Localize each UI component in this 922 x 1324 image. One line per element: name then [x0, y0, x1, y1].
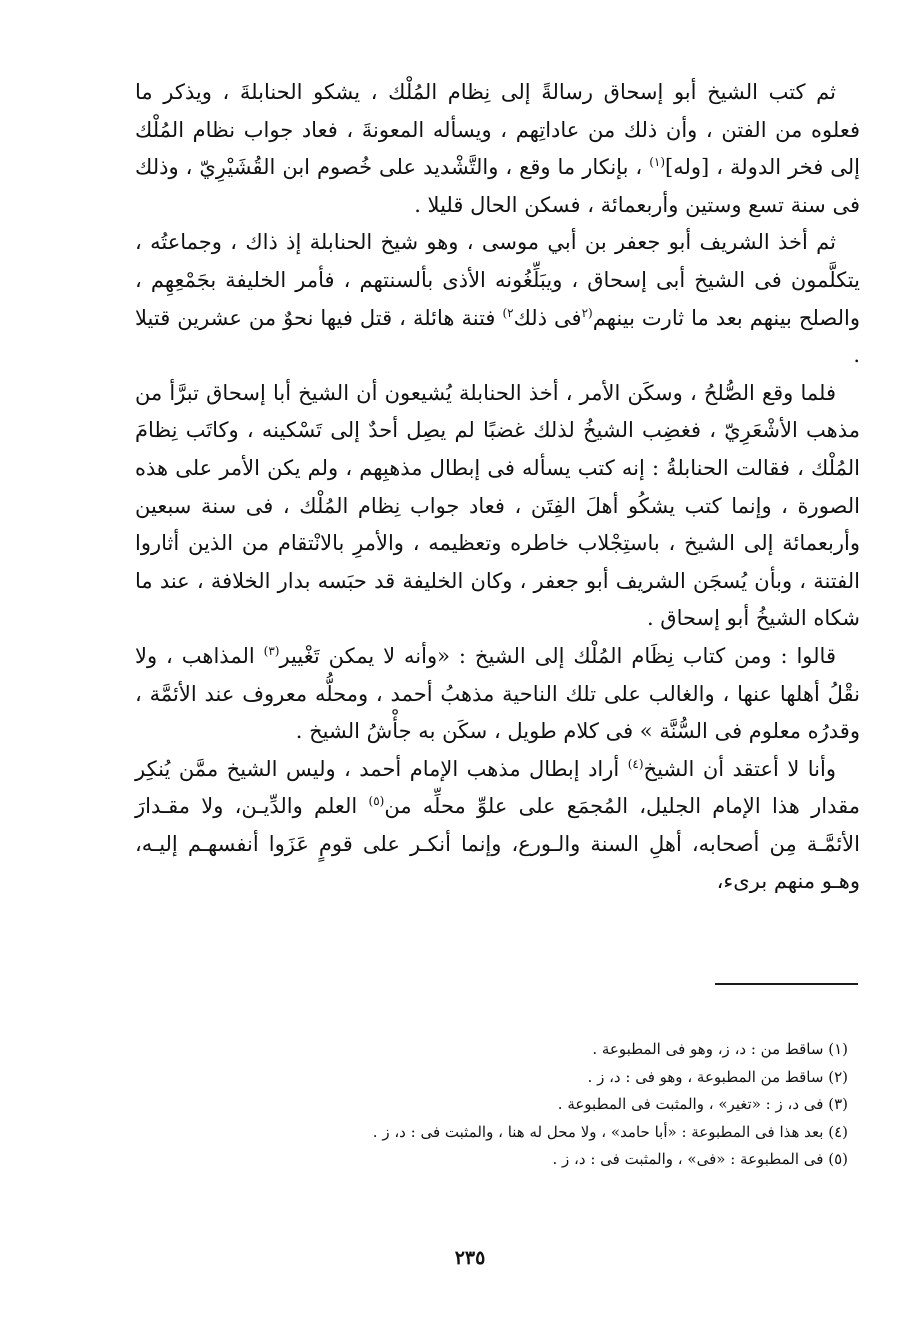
paragraph-5-text: وأنا لا أعتقد أن الشيخ: [643, 756, 836, 781]
paragraph-1-text-cont: ، بإنكار ما وقع ، والتَّشْديد على خُصوم ابن القُشَيْرِيّ ، وذلك فى سنة تسع وستين وأربعمائة ، فسكن الحال قليلا .: [135, 155, 860, 217]
footnote-ref-1: (١): [649, 155, 666, 170]
paragraph-2: [135, 224, 860, 374]
paragraph-5-text-end: العلم والدِّيـن، ولا مقـدارَ الأئمَّـة مِن أصحابه، أهلِ السنة والـورع، وإنما أنكـر على قومٍ عَزَوا أنفسهـم إليـه، وهـو منهم برىء،: [135, 794, 860, 894]
footnote-ref-2-open: (٢: [581, 305, 593, 320]
footnotes: [300, 1036, 848, 1174]
paragraph-2-text-cont: فتنة هائلة ، قتل فيها نحوٌ من عشرين قتيلا .: [135, 305, 860, 368]
paragraph-2-text: ثم أخذ الشريف أبو جعفر بن أبي موسى ، وهو شيخ الحنابلة إذ ذاك ، وجماعتُه ، يتكلَّمون فى الشيخ أبى إسحاق ، ويبَلِّغُونه الأذى بألسنتهم ، فأمر الخليفة بجَمْعِهِم ، والصلح بينهم بعد ما ثارت بينهم: [135, 230, 860, 330]
paragraph-4-text-cont: المذاهب ، ولا نقْلُ أهلها عنها ، والغالب على تلك الناحية مذهبُ أحمد ، ومحلُّه معروف عند الأئمَّة ، وقدرُه معلوم فى السُّنَّة » فى كلام طويل ، سكَن به جأْشُ الشيخ .: [135, 643, 860, 744]
footnote-3: (٣) فى د، ز : «تغير» ، والمثبت فى المطبوعة .: [557, 1095, 848, 1113]
main-text: [135, 74, 860, 901]
paragraph-3: [135, 375, 860, 638]
paragraph-3-text: فلما وقع الصُّلحُ ، وسكَن الأمر ، أخذ الحنابلة يُشيعون أن الشيخ أبا إسحاق تبرَّأ من مذهب الأشْعَرِيّ ، فغضِب الشيخُ لذلك غضبًا لم يصِل أحدٌ إلى تَسْكينه ، وكاتَب نِظامَ المُلْك ، فقالت الحنابلةُ : إنه كتب يسأله فى إبطال مذهبِهم ، ولم يكن الأمر على هذه الصورة ، وإنما كتب يشكُو أهلَ الفِتَن ، فعاد جواب نِظام المُلْك ، فى سنة سبعين وأربعمائة إلى الشيخ ، باستِجْلاب خاطره وتعظيمه ، والأمرِ بالانْتقام من الذين أثاروا الفتنة ، وبأن يُسجَن الشريف أبو جعفر ، وكان الخليفة قد حبَسه بدار الخلافة ، عند ما شكاه الشيخُ أبو إسحاق .: [135, 380, 860, 631]
footnote-5: (٥) فى المطبوعة : «فى» ، والمثبت فى : د، ز .: [552, 1150, 848, 1168]
footnote-2: (٢) ساقط من المطبوعة ، وهو فى : د، ز .: [587, 1067, 848, 1086]
footnote-divider: [715, 983, 858, 985]
paragraph-5: [135, 751, 860, 901]
footnote-ref-4: (٤): [627, 756, 644, 771]
paragraph-4: [135, 638, 860, 751]
footnote-ref-5: (٥): [368, 794, 385, 809]
paragraph-4-text: قالوا : ومن كتاب نِظَام المُلْك إلى الشيخ : «وأنه لا يمكن تَغْيير: [279, 643, 836, 668]
paragraph-2-text-inner: فى ذلك: [513, 305, 582, 330]
footnote-1: (١) ساقط من : د، ز، وهو فى المطبوعة .: [592, 1040, 848, 1058]
paragraph-5-text-cont: أراد إبطال مذهب الإمام أحمد ، وليس الشيخ ممَّن يُنكِر مقدار هذا الإمام الجليل، المُجمَع على علوِّ محلِّه من: [135, 756, 860, 819]
footnote-4: (٤) بعد هذا فى المطبوعة : «أبا حامد» ، ولا محل له هنا ، والمثبت فى : د، ز .: [372, 1122, 848, 1141]
paragraph-1: [135, 74, 860, 224]
page-number: ٢٣٥: [454, 1247, 486, 1269]
paragraph-1-text: ثم كتب الشيخ أبو إسحاق رسالةً إلى نِظام المُلْك ، يشكو الحنابلةَ ، ويذكر ما فعلوه من الفتن ، وأن ذلك من عاداتِهم ، ويسأله المعونةَ ، فعاد جواب نظام المُلْك إلى فخر الدولة ، [وله]: [135, 80, 861, 180]
footnote-ref-2-close: ٢): [502, 305, 514, 320]
footnote-ref-3: (٣): [263, 643, 280, 658]
